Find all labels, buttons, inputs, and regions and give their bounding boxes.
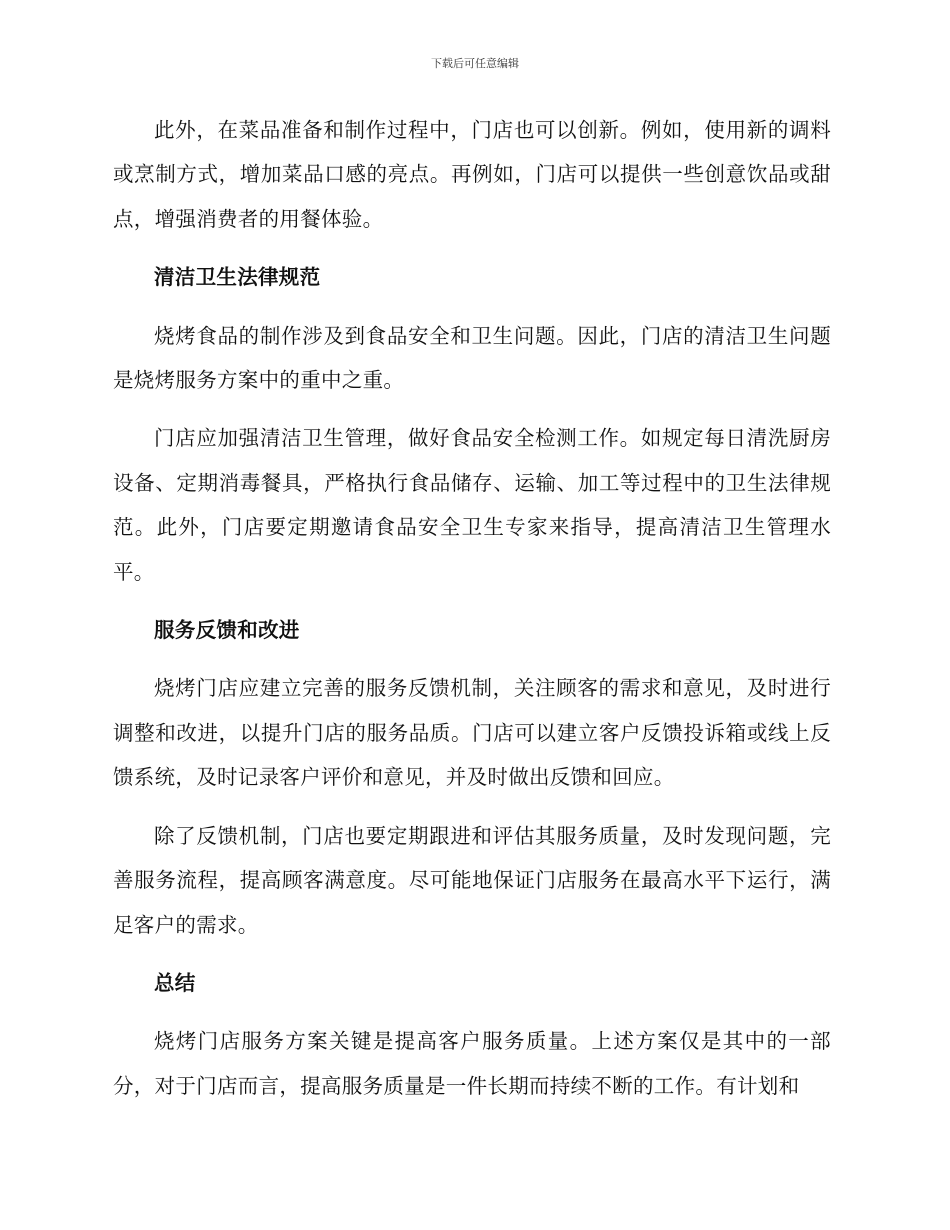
section-heading-summary: 总结 xyxy=(154,970,196,995)
paragraph-hygiene-intro: 烧烤食品的制作涉及到食品安全和卫生问题。因此，门店的清洁卫生问题是烧烤服务方案中的重中之重。 xyxy=(113,323,831,393)
section-heading-hygiene: 清洁卫生法律规范 xyxy=(154,265,321,290)
paragraph-feedback-mechanism: 烧烤门店应建立完善的服务反馈机制，关注顾客的需求和意见，及时进行调整和改进，以提升门店的服务品质。门店可以建立客户反馈投诉箱或线上反馈系统，及时记录客户评价和意见，并及时做出反馈和回应。 xyxy=(113,676,831,790)
section-heading-feedback: 服务反馈和改进 xyxy=(154,618,300,643)
paragraph-hygiene-management: 门店应加强清洁卫生管理，做好食品安全检测工作。如规定每日清洗厨房设备、定期消毒餐具，严格执行食品储存、运输、加工等过程中的卫生法律规范。此外，门店要定期邀请食品安全卫生专家来指导，提高清洁卫生管理水平。 xyxy=(113,426,831,584)
document-body xyxy=(113,108,831,1122)
paragraph-summary: 烧烤门店服务方案关键是提高客户服务质量。上述方案仅是其中的一部分，对于门店而言，提高服务质量是一件长期而持续不断的工作。有计划和 xyxy=(113,1029,831,1098)
paragraph-innovation: 此外，在菜品准备和制作过程中，门店也可以创新。例如，使用新的调料或烹制方式，增加菜品口感的亮点。再例如，门店可以提供一些创意饮品或甜点，增强消费者的用餐体验。 xyxy=(113,118,831,231)
page-header-note: 下载后可任意编辑 xyxy=(431,57,519,70)
paragraph-quality-evaluation: 除了反馈机制，门店也要定期跟进和评估其服务质量，及时发现问题，完善服务流程，提高顾客满意度。尽可能地保证门店服务在最高水平下运行，满足客户的需求。 xyxy=(113,823,831,937)
